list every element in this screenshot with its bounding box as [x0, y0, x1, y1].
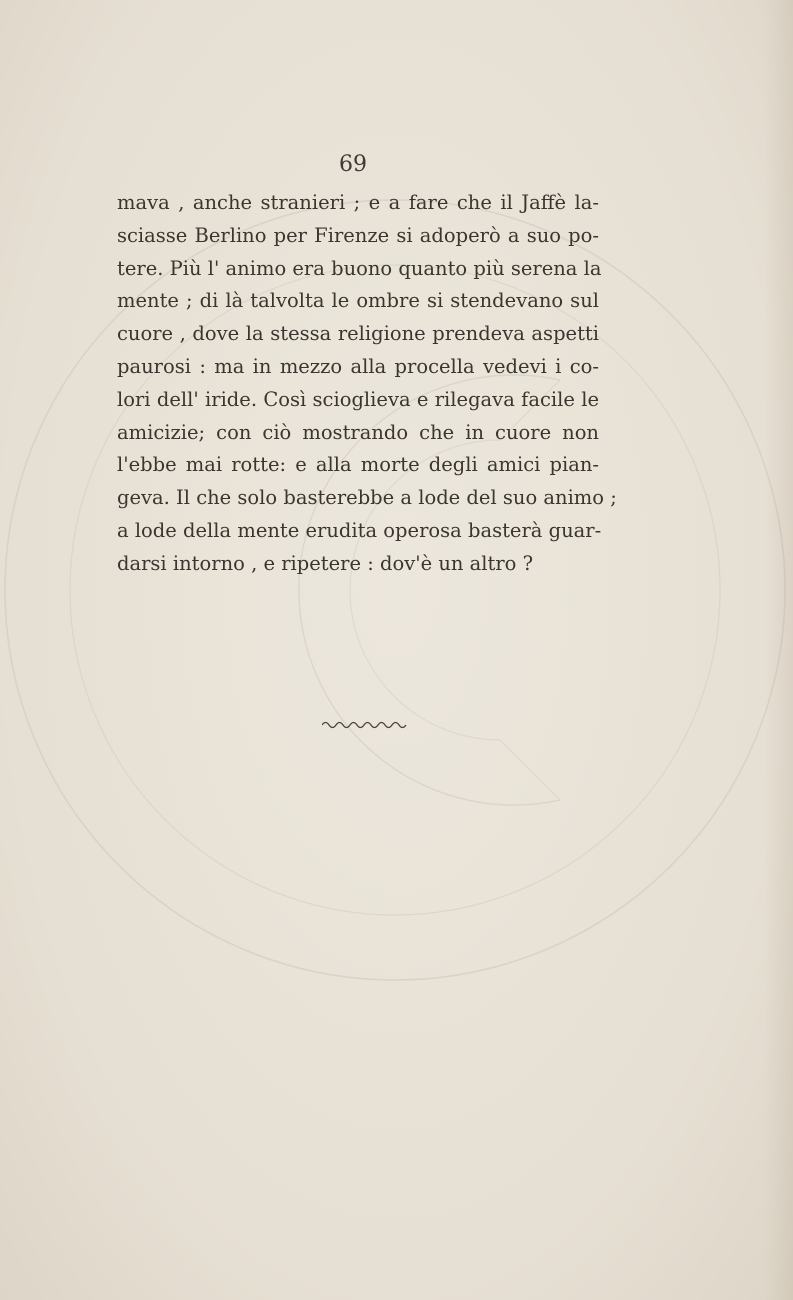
text-line: l'ebbe mai rotte: e alla morte degli amici pian-	[117, 453, 599, 477]
page-number: 69	[339, 152, 367, 177]
text-line: lori dell' iride. Così scioglieva e rilegava facile le	[117, 387, 599, 411]
text-line: amicizie; con ciò mostrando che in cuore non	[117, 420, 599, 444]
page-edge-shadow	[763, 0, 793, 1300]
text-line: sciasse Berlino per Firenze si adoperò a suo po-	[117, 223, 599, 247]
text-line: cuore , dove la stessa religione prendeva aspetti	[117, 322, 599, 346]
text-line: mava , anche stranieri ; e a fare che il Jaffè la-	[117, 191, 599, 214]
wavy-ornament-icon	[322, 718, 410, 730]
body-paragraph	[117, 187, 617, 581]
text-line: paurosi : ma in mezzo alla procella vedevi i co-	[117, 354, 599, 378]
text-line: a lode della mente erudita operosa basterà guar-	[117, 518, 602, 542]
text-line: geva. Il che solo basterebbe a lode del suo animo ;	[117, 486, 617, 510]
text-line: tere. Più l' animo era buono quanto più serena la	[117, 256, 602, 280]
text-line: mente ; di là talvolta le ombre si stendevano sul	[117, 289, 599, 313]
text-line: darsi intorno , e ripetere : dov'è un altro ?	[117, 551, 534, 575]
